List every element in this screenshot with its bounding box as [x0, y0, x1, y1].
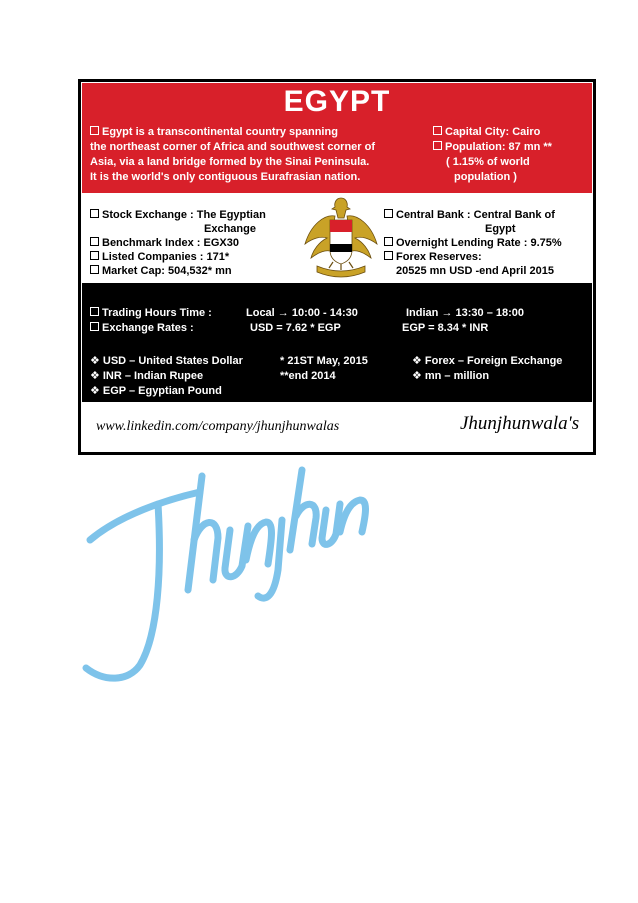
stock-exchange: Stock Exchange : The Egyptian — [90, 209, 266, 222]
central-bank: Central Bank : Central Bank of — [384, 209, 555, 222]
population: Population: 87 mn ** — [433, 141, 552, 154]
egyptian-eagle-emblem-icon — [303, 194, 379, 282]
diamond-bullet-icon: ❖ — [412, 370, 422, 382]
exchange-rate-egp: EGP = 8.34 * INR — [402, 322, 489, 334]
checkbox-icon — [90, 265, 99, 274]
trading-hours-indian: Indian → 13:30 – 18:00 — [406, 307, 524, 319]
trading-hours-label: Trading Hours Time : — [90, 307, 212, 320]
diamond-bullet-icon: ❖ — [90, 355, 100, 367]
checkbox-icon — [384, 209, 393, 218]
intro-line-2: the northeast corner of Africa and southwest corner of — [90, 141, 376, 153]
benchmark-index: Benchmark Index : EGX30 — [90, 237, 239, 250]
checkbox-icon — [90, 251, 99, 260]
checkbox-icon — [384, 251, 393, 260]
signature: Jhunjhunwala's — [460, 413, 580, 434]
checkbox-icon — [90, 209, 99, 218]
diamond-bullet-icon: ❖ — [412, 355, 422, 367]
capital-city: Capital City: Cairo — [433, 126, 540, 139]
overnight-lending-rate: Overnight Lending Rate : 9.75% — [384, 237, 562, 250]
abbr-inr: ❖ INR – Indian Rupee — [90, 370, 204, 382]
abbr-forex: ❖ Forex – Foreign Exchange — [412, 355, 563, 367]
abbr-usd: ❖ USD – United States Dollar — [90, 355, 243, 367]
population-share: ( 1.15% of world — [446, 156, 530, 168]
intro-line-3: Asia, via a land bridge formed by the Sinai Peninsula. — [90, 156, 370, 168]
checkbox-icon — [90, 126, 99, 135]
jhunjhunwala-watermark-logo — [70, 420, 400, 690]
checkbox-icon — [433, 126, 442, 135]
trading-hours-local: Local → 10:00 - 14:30 — [246, 307, 358, 319]
forex-reserves-value: 20525 mn USD -end April 2015 — [396, 265, 554, 277]
population-share-end: population ) — [454, 171, 517, 183]
abbr-mn: ❖ mn – million — [412, 370, 490, 382]
exchange-rates-label: Exchange Rates : — [90, 322, 194, 335]
intro-line-1: Egypt is a transcontinental country spanning — [90, 126, 338, 139]
checkbox-icon — [90, 307, 99, 316]
note-end-2014: **end 2014 — [280, 370, 336, 382]
abbr-egp: ❖ EGP – Egyptian Pound — [90, 385, 222, 397]
market-cap: Market Cap: 504,532* mn — [90, 265, 232, 278]
intro-line-4: It is the world's only contiguous Eurafrasian nation. — [90, 171, 361, 183]
checkbox-icon — [433, 141, 442, 150]
diamond-bullet-icon: ❖ — [90, 370, 100, 382]
card-inner — [81, 82, 593, 452]
checkbox-icon — [90, 322, 99, 331]
card-title: EGYPT — [283, 85, 391, 118]
linkedin-url[interactable]: www.linkedin.com/company/jhunjhunwalas — [96, 419, 340, 434]
forex-reserves: Forex Reserves: — [384, 251, 482, 264]
note-date: * 21ST May, 2015 — [280, 355, 368, 367]
stock-exchange-cont: Exchange — [204, 223, 256, 235]
central-bank-cont: Egypt — [485, 223, 516, 235]
egypt-info-card — [78, 79, 596, 455]
exchange-rate-usd: USD = 7.62 * EGP — [250, 322, 341, 334]
diamond-bullet-icon: ❖ — [90, 385, 100, 397]
listed-companies: Listed Companies : 171* — [90, 251, 229, 264]
checkbox-icon — [90, 237, 99, 246]
checkbox-icon — [384, 237, 393, 246]
